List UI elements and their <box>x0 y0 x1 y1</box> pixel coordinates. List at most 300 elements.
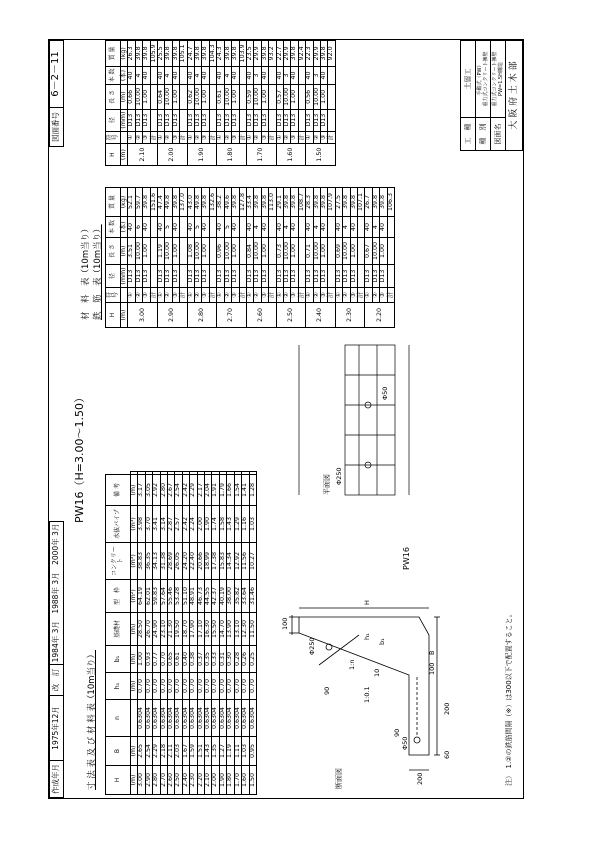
rebar-cell: 10.00 <box>224 85 231 110</box>
rebar-cell: 59.7 <box>135 188 142 217</box>
dim-header-cell: h₁ <box>106 673 131 700</box>
rebar-total-value: 107.1 <box>358 188 365 217</box>
rebar-h-cell: 2.50 <box>276 303 306 328</box>
rebar-unit-cell: (本) <box>121 217 128 238</box>
dim-cell: 3.98 <box>138 506 145 543</box>
dim-cell: 1.79 <box>219 475 226 506</box>
rebar-cell: ② <box>283 288 290 303</box>
rebar-cell: 1.00 <box>232 85 239 110</box>
dim-cell: 0.6304 <box>242 700 249 737</box>
rebar-cell: 1.00 <box>291 238 298 265</box>
rebar-cell: 43.0 <box>187 188 194 217</box>
rebar-cell: 0.62 <box>187 85 194 110</box>
dim-cell: 23.10 <box>160 613 167 646</box>
dim-cell: 1.27 <box>219 737 226 766</box>
rebar-cell: 10.00 <box>313 238 320 265</box>
dim-cell: 62.01 <box>145 580 152 613</box>
rebar-unit-cell: (m) <box>121 85 128 110</box>
rebar-cell: D13 <box>291 265 298 288</box>
rebar-cell: ① <box>335 288 342 303</box>
rebar-total-label: 計 <box>269 288 276 303</box>
dim-100-top: 100 <box>281 617 289 630</box>
rebar-cell: ① <box>128 131 135 144</box>
dim-cell: 2.24 <box>190 506 197 543</box>
dim-cell: 0.70 <box>242 673 249 700</box>
rebar-cell: 27.5 <box>335 188 342 217</box>
rebar-cell: 39.8 <box>283 188 290 217</box>
dim-cell: 2.60 <box>168 766 175 795</box>
rebar-total-label: 計 <box>239 131 246 144</box>
dim-cell: 0.6304 <box>153 700 160 737</box>
rebar-cell: ② <box>343 288 350 303</box>
dim-cell: 2.54 <box>145 737 152 766</box>
rebar-cell: 40 <box>246 66 253 84</box>
rebar-cell: ① <box>306 131 313 144</box>
rebar-cell: 40 <box>143 66 150 84</box>
pw-label: PW16 <box>402 547 411 570</box>
dim-cell: 0.6304 <box>145 700 152 737</box>
rebar-cell: D13 <box>143 109 150 131</box>
rebar-header-cell: H <box>106 303 121 328</box>
drawing-frame <box>48 39 524 799</box>
dim-unit-cell: (m) <box>131 475 138 506</box>
dim-cell: 3.41 <box>153 506 160 543</box>
dim-remark-cell <box>234 472 241 475</box>
drawing-number-label: 図面番号 <box>50 108 64 147</box>
rebar-cell: ③ <box>172 288 179 303</box>
rebar-cell: D13 <box>320 109 327 131</box>
rebar-cell: 1.00 <box>172 85 179 110</box>
dim-cell: 34.13 <box>153 543 160 580</box>
rebar-cell: D13 <box>350 265 357 288</box>
rebar-cell: 0.67 <box>365 238 372 265</box>
dim-cell: 1.51 <box>197 737 204 766</box>
rebar-cell: 0.56 <box>306 85 313 110</box>
dim-cell: 2.80 <box>160 475 167 506</box>
rebar-cell: ② <box>224 288 231 303</box>
rebar-total-label: 計 <box>180 131 187 144</box>
rebar-h-cell: 2.30 <box>335 303 365 328</box>
rebar-h-cell: 1.60 <box>276 144 306 166</box>
rebar-cell: 39.8 <box>291 41 298 67</box>
rebar-cell: 0.84 <box>246 238 253 265</box>
dim-cell: 1.35 <box>212 737 219 766</box>
dim-h: H <box>363 600 371 605</box>
rebar-cell: 40 <box>143 217 150 238</box>
rebar-cell: 40 <box>320 66 327 84</box>
rebar-cell: ③ <box>202 131 209 144</box>
dim-cell: 1.50 <box>249 766 256 795</box>
dim-cell: 44.55 <box>205 580 212 613</box>
rebar-cell: D13 <box>172 109 179 131</box>
rebar-cell: 40 <box>232 66 239 84</box>
dim-cell: 64.19 <box>138 580 145 613</box>
dim-cell: 2.04 <box>205 475 212 506</box>
dim-cell: 3.14 <box>160 506 167 543</box>
rebar-cell: D13 <box>128 265 135 288</box>
rebar-cell: D13 <box>143 265 150 288</box>
rebar-cell: 3 <box>254 66 261 84</box>
rebar-cell: ③ <box>350 288 357 303</box>
dim-90-bottom: 90 <box>393 728 401 737</box>
dim-cell: 1.00 <box>138 646 145 673</box>
rebar-cell: 39.8 <box>135 41 142 67</box>
dim-100-bottom: 100 <box>428 662 436 675</box>
rebar-cell: 5 <box>224 217 231 238</box>
dim-cell: 0.28 <box>234 646 241 673</box>
dim-cell: 1.11 <box>234 737 241 766</box>
rebar-cell: 40 <box>365 217 372 238</box>
rebar-cell: 40 <box>158 217 165 238</box>
dim-cell: 1.70 <box>234 766 241 795</box>
dim-cell: 2.80 <box>153 766 160 795</box>
dim-cell: 20.66 <box>197 543 204 580</box>
rebar-cell: 1.00 <box>350 238 357 265</box>
rebar-cell: 39.8 <box>380 188 387 217</box>
rebar-cell: 39.8 <box>343 188 350 217</box>
rebar-cell <box>269 109 276 131</box>
rebar-cell: ① <box>276 288 283 303</box>
rebar-cell: 39.8 <box>143 41 150 67</box>
rebar-cell: 29.9 <box>254 41 261 67</box>
dim-cell: 3.70 <box>145 506 152 543</box>
rebar-cell: D13 <box>380 265 387 288</box>
dim-cell: 2.00 <box>212 766 219 795</box>
dim-cell: 1.66 <box>227 475 234 506</box>
dim-header-cell: 水抜パイプ <box>106 506 131 543</box>
dim-cell: 0.6304 <box>234 700 241 737</box>
dim-cell: 0.31 <box>219 646 226 673</box>
rebar-total-value: 105.9 <box>150 41 157 67</box>
dim-cell: 13.90 <box>227 613 234 646</box>
rebar-cell: 39.8 <box>143 188 150 217</box>
dim-cell: 24.90 <box>153 613 160 646</box>
rebar-cell: ③ <box>320 288 327 303</box>
rebar-total-label: 計 <box>239 288 246 303</box>
rebar-cell: 4 <box>343 217 350 238</box>
dim-header-cell: 型 枠 <box>106 580 131 613</box>
dim-cell: 0.37 <box>197 646 204 673</box>
tb-organization: 大 阪 府 土 木 部 <box>506 41 523 151</box>
rebar-cell: ③ <box>232 288 239 303</box>
revision-header <box>49 521 64 798</box>
rebar-cell: D13 <box>246 265 253 288</box>
rebar-cell <box>387 238 394 265</box>
rebar-cell: D13 <box>261 109 268 131</box>
rebar-cell: ③ <box>291 288 298 303</box>
tb-work-type-label: 工 種 <box>461 118 476 151</box>
rebar-h-cell: 1.70 <box>246 144 276 166</box>
rebar-cell: 3 <box>283 66 290 84</box>
cross-section-drawing <box>259 335 459 795</box>
dim-cell: 1.41 <box>242 475 249 506</box>
rebar-cell: 26.7 <box>365 188 372 217</box>
dim-cell: 0.38 <box>190 646 197 673</box>
rebar-cell: 26.3 <box>128 41 135 67</box>
dim-unit-cell: (m²) <box>131 580 138 613</box>
rebar-cell: ① <box>246 131 253 144</box>
dim-60: 60 <box>443 750 451 759</box>
rebar-cell: 4 <box>313 217 320 238</box>
rebar-cell: ③ <box>291 131 298 144</box>
rebar-cell: D13 <box>372 265 379 288</box>
rebar-total-value: 113.0 <box>269 188 276 217</box>
dim-cell: 15.50 <box>212 613 219 646</box>
rebar-header-cell: 質 量 <box>106 41 121 67</box>
rebar-cell: 40 <box>291 66 298 84</box>
rebar-cell: 39.8 <box>320 41 327 67</box>
dim-cell: 0.95 <box>249 737 256 766</box>
rebar-cell: 39.8 <box>291 188 298 217</box>
rebar-header-cell: 符 号 <box>106 288 121 303</box>
rebar-h-cell: 2.80 <box>187 303 217 328</box>
dim-remark-cell <box>205 472 212 475</box>
rebar-cell: D13 <box>283 109 290 131</box>
dim-cell: 0.6304 <box>168 700 175 737</box>
table-row <box>306 41 313 166</box>
plan-phi50: Φ50 <box>381 386 389 400</box>
rebar-cell: 1.00 <box>261 85 268 110</box>
rebar-cell: ② <box>224 131 231 144</box>
rebar-cell: 33.4 <box>246 188 253 217</box>
dim-remark-cell <box>145 472 152 475</box>
rebar-total-label: 計 <box>328 131 335 144</box>
rebar-unit-cell: (本) <box>121 66 128 84</box>
dim-remark-cell <box>153 472 160 475</box>
table-row <box>242 472 249 795</box>
dim-cell: 0.6304 <box>219 700 226 737</box>
dim-cell: 35.82 <box>234 580 241 613</box>
rebar-table-2 <box>105 40 336 166</box>
dim-cell: 3.17 <box>138 475 145 506</box>
rebar-cell: 49.8 <box>165 188 172 217</box>
rebar-cell: ② <box>165 288 172 303</box>
rebar-cell: 29.9 <box>283 41 290 67</box>
rebar-cell: ② <box>195 288 202 303</box>
rebar-cell: 39.8 <box>195 41 202 67</box>
rebar-cell: ② <box>313 131 320 144</box>
rebar-cell: 1.00 <box>143 238 150 265</box>
dim-remark-cell <box>168 472 175 475</box>
dim-cell: 0.33 <box>212 646 219 673</box>
rebar-cell: ③ <box>232 131 239 144</box>
dim-cell: 1.91 <box>212 475 219 506</box>
dim-cell: 0.6304 <box>182 700 189 737</box>
dim-cell: 33.64 <box>242 580 249 613</box>
dim-header-cell: コンクリート <box>106 543 131 580</box>
dim-phi50: Φ50 <box>401 736 409 750</box>
dim-cell: 3.00 <box>138 766 145 795</box>
rebar-cell: 47.4 <box>158 188 165 217</box>
dim-cell: 1.74 <box>212 506 219 543</box>
dim-cell: 17.10 <box>197 613 204 646</box>
rebar-cell: D13 <box>320 265 327 288</box>
dim-header-cell: B <box>106 737 131 766</box>
rebar-cell: 5 <box>195 217 202 238</box>
dim-remark-cell <box>190 472 197 475</box>
rebar-cell: D13 <box>306 265 313 288</box>
rebar-h-cell: 2.60 <box>246 303 276 328</box>
dim-cell: 0.70 <box>182 673 189 700</box>
dim-cell: 57.64 <box>160 580 167 613</box>
dim-cell: 1.28 <box>249 475 256 506</box>
dim-cell: 0.6304 <box>138 700 145 737</box>
dim-cell: 1.59 <box>190 737 197 766</box>
dim-cell: 2.50 <box>175 766 182 795</box>
rebar-cell: ③ <box>261 288 268 303</box>
rebar-cell: 0.59 <box>246 85 253 110</box>
dim-slope-n: 1:n <box>348 659 356 670</box>
rebar-cell: 10.00 <box>165 85 172 110</box>
rebar-cell: ② <box>283 131 290 144</box>
rebar-cell: ① <box>217 131 224 144</box>
rebar-h-cell: 2.90 <box>158 303 188 328</box>
rebar-cell: 40 <box>232 217 239 238</box>
rebar-cell <box>387 217 394 238</box>
rebar-cell: D13 <box>172 265 179 288</box>
dim-cell: 0.93 <box>145 646 152 673</box>
rebar-cell: 1.00 <box>232 238 239 265</box>
rebar-cell: ③ <box>320 131 327 144</box>
dim-cell: 2.67 <box>168 475 175 506</box>
rebar-cell: D13 <box>276 265 283 288</box>
rebar-cell: 39.8 <box>172 41 179 67</box>
rebar-cell: 39.8 <box>313 188 320 217</box>
rebar-cell: 39.8 <box>254 188 261 217</box>
rebar-cell: D13 <box>283 265 290 288</box>
rebar-cell: ② <box>135 131 142 144</box>
rebar-total-value: 108.7 <box>298 188 305 217</box>
dim-cell: 26.70 <box>145 613 152 646</box>
rebar-unit-cell: (kg) <box>121 188 128 217</box>
dim-cell: 31.46 <box>249 580 256 613</box>
dim-cell: 2.65 <box>138 737 145 766</box>
dim-cell: 0.70 <box>205 673 212 700</box>
rebar-cell: 4 <box>283 217 290 238</box>
dim-cell: 59.83 <box>153 580 160 613</box>
rebar-cell: D13 <box>195 265 202 288</box>
rebar-cell: 4 <box>135 66 142 84</box>
rebar-cell: ③ <box>380 288 387 303</box>
dim-header-cell: 基礎材 <box>106 613 131 646</box>
dim-cell: 14.34 <box>227 543 234 580</box>
dim-cell: 48.91 <box>190 580 197 613</box>
dim-cell: 19.50 <box>175 613 182 646</box>
rebar-cell: D13 <box>224 109 231 131</box>
rebar-total-label: 計 <box>180 288 187 303</box>
dim-cell: 2.90 <box>145 766 152 795</box>
rebar-header-cell: 質 量 <box>106 188 121 217</box>
rebar-cell: D13 <box>232 265 239 288</box>
rebar-total-value: 103.9 <box>239 41 246 67</box>
rebar-cell: 10.00 <box>343 238 350 265</box>
rebar-header-cell: 符 号 <box>106 131 121 144</box>
dim-b1: b₁ <box>378 638 386 645</box>
dim-cell: 0.70 <box>160 673 167 700</box>
rebar-cell <box>387 265 394 288</box>
rebar-cell: D13 <box>254 109 261 131</box>
rebar-cell: 38.2 <box>217 188 224 217</box>
rebar-cell: ① <box>158 288 165 303</box>
rebar-cell: 0.66 <box>128 85 135 110</box>
rebar-header-cell: 径 <box>106 109 121 131</box>
rebar-total-label: 計 <box>328 288 335 303</box>
rebar-total-value: 151.6 <box>150 188 157 217</box>
dim-unit-cell: (m) <box>131 673 138 700</box>
rebar-subtitle: 鉄 筋 表（10m当り） <box>93 224 103 320</box>
rebar-cell: D13 <box>276 109 283 131</box>
rebar-cell: 40 <box>306 217 313 238</box>
dim-cell: 1.29 <box>234 506 241 543</box>
rebar-cell: 10.00 <box>165 238 172 265</box>
dim-cell: 0.70 <box>190 673 197 700</box>
rebar-total-value: 106.3 <box>387 188 394 217</box>
rebar-cell: 4 <box>165 66 172 84</box>
dim-cell: 46.73 <box>197 580 204 613</box>
dim-90-top: 90 <box>323 686 331 695</box>
rebar-cell: 40 <box>158 66 165 84</box>
rebar-cell: 10.00 <box>195 238 202 265</box>
dim-remark-cell <box>227 472 234 475</box>
rebar-cell: 6 <box>135 217 142 238</box>
dim-cell: 0.6304 <box>227 700 234 737</box>
dim-cell: 0.65 <box>168 646 175 673</box>
rebar-cell: D13 <box>365 265 372 288</box>
dim-cell: 0.70 <box>249 673 256 700</box>
rebar-cell: 4 <box>224 66 231 84</box>
note-text: 注） 1.②の鉄筋間隔（※）は300以下で配置すること。 <box>505 610 513 786</box>
dim-cell: 0.70 <box>212 673 219 700</box>
rebar-total-label: 計 <box>298 131 305 144</box>
dim-cell: 2.92 <box>153 475 160 506</box>
rebar-title: 材 料 表（10m当り） <box>81 224 91 320</box>
rebar-cell: D13 <box>128 109 135 131</box>
rebar-cell: ③ <box>172 131 179 144</box>
rebar-cell: 39.8 <box>372 188 379 217</box>
dim-cell: 15.83 <box>219 543 226 580</box>
rebar-cell: 1.00 <box>143 85 150 110</box>
rebar-cell: 10.00 <box>283 238 290 265</box>
rebar-cell: 39.8 <box>350 188 357 217</box>
dim-cell: 22.40 <box>190 543 197 580</box>
table-row <box>249 472 256 795</box>
rebar-cell <box>269 238 276 265</box>
rebar-cell: D13 <box>343 265 350 288</box>
rebar-cell: 23.5 <box>246 41 253 67</box>
rebar-cell: 0.64 <box>158 85 165 110</box>
rebar-cell: 1.00 <box>291 85 298 110</box>
dim-cell: 0.70 <box>219 673 226 700</box>
main-title: PW16（H=3.00～1.50） <box>73 392 86 523</box>
dim-cell: 0.35 <box>205 646 212 673</box>
rebar-cell: 1.08 <box>187 238 194 265</box>
dim-cell: 0.70 <box>138 673 145 700</box>
rebar-cell: 3 <box>313 66 320 84</box>
dim-cell: 1.60 <box>242 766 249 795</box>
dim-cell: 0.30 <box>227 646 234 673</box>
rebar-cell: 39.8 <box>202 41 209 67</box>
dim-cell: 2.54 <box>175 475 182 506</box>
dim-h1: h₁ <box>363 633 371 640</box>
rebar-cell: 10.00 <box>254 85 261 110</box>
rebar-cell: 40 <box>217 66 224 84</box>
dim-200-left: 200 <box>416 772 424 785</box>
rebar-total-label: 計 <box>298 288 305 303</box>
rebar-cell: 40 <box>320 217 327 238</box>
rebar-cell: ② <box>254 288 261 303</box>
dim-cell: 12.92 <box>234 543 241 580</box>
dim-cell: 0.70 <box>234 673 241 700</box>
